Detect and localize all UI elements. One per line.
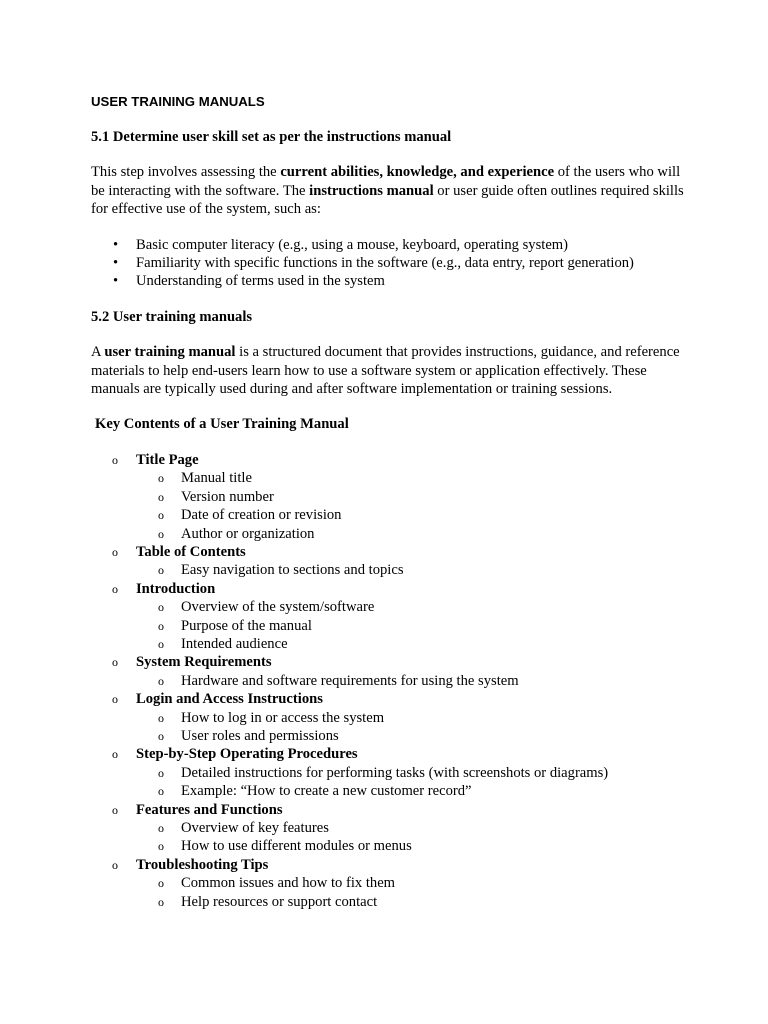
key-content-subitem-text: Common issues and how to fix them: [181, 875, 396, 892]
key-content-title: Title Page: [136, 451, 199, 468]
key-content-subitem: [136, 764, 691, 782]
list-marker: o: [112, 857, 118, 872]
list-marker: o: [158, 636, 164, 651]
key-content-title: Table of Contents: [136, 543, 246, 560]
key-content-subitem: [136, 598, 691, 616]
list-marker: o: [158, 508, 164, 523]
key-content-title: Features and Functions: [136, 801, 283, 818]
key-content-item: [91, 580, 691, 654]
list-marker: o: [112, 581, 118, 596]
list-marker: o: [158, 728, 164, 743]
key-content-subitem: [136, 782, 691, 800]
key-contents-heading: Key Contents of a User Training Manual: [95, 416, 349, 433]
key-content-subitem: [136, 874, 691, 892]
list-marker: o: [158, 563, 164, 578]
key-content-subitem: [136, 709, 691, 727]
key-content-sublist: [136, 598, 691, 653]
list-marker: o: [112, 452, 118, 467]
key-content-item: [91, 690, 691, 745]
key-content-subitem-text: Detailed instructions for performing tasks (with screenshots or diagrams): [181, 764, 609, 781]
text-run: or user guide often outlines required skills for effective use of the system, such as:: [91, 182, 684, 218]
list-marker: o: [158, 765, 164, 780]
text-run: A: [91, 344, 105, 361]
key-content-subitem-text: Manual title: [181, 470, 252, 487]
key-content-subitem: [136, 837, 691, 855]
key-content-subitem-text: Author or organization: [181, 525, 315, 542]
key-content-subitem: [136, 727, 691, 745]
key-content-sublist: [136, 469, 691, 543]
key-content-item: [91, 745, 691, 800]
list-marker: o: [158, 600, 164, 615]
key-content-subitem: [136, 893, 691, 911]
key-content-sublist: [136, 561, 691, 579]
list-marker: o: [158, 618, 164, 633]
skills-bullet-list: [91, 236, 691, 291]
document-title: USER TRAINING MANUALS: [91, 94, 265, 109]
bullet-item: • Basic computer literacy (e.g., using a mouse, keyboard, operating system): [91, 236, 691, 254]
section-2-heading: 5.2 User training manuals: [91, 308, 253, 325]
section-1-heading: 5.1 Determine user skill set as per the instructions manual: [91, 129, 452, 145]
key-content-sublist: [136, 709, 691, 746]
key-content-subitem-text: Version number: [181, 488, 274, 505]
key-content-title: System Requirements: [136, 654, 272, 671]
key-content-subitem-text: Hardware and software requirements for using the system: [181, 672, 519, 689]
key-content-subitem: [136, 617, 691, 635]
list-marker: o: [112, 655, 118, 670]
key-content-item: [91, 543, 691, 580]
key-content-subitem-text: Help resources or support contact: [181, 893, 378, 910]
key-content-subitem-text: User roles and permissions: [181, 727, 339, 744]
key-content-subitem-text: Example: “How to create a new customer record”: [181, 783, 472, 800]
list-marker: o: [112, 544, 118, 559]
key-content-subitem: [136, 506, 691, 524]
key-content-sublist: [136, 874, 691, 911]
key-content-subitem-text: How to use different modules or menus: [181, 838, 412, 855]
key-content-subitem: [136, 488, 691, 506]
list-marker: o: [158, 876, 164, 891]
key-content-subitem: [136, 469, 691, 487]
key-content-item: [91, 451, 691, 543]
list-marker: o: [158, 673, 164, 688]
key-content-subitem-text: Intended audience: [181, 635, 288, 652]
key-content-subitem: [136, 561, 691, 579]
bold-run: instructions manual: [309, 182, 434, 199]
list-marker: o: [158, 784, 164, 799]
key-content-sublist: [136, 819, 691, 856]
list-marker: o: [158, 710, 164, 725]
bold-run: user training manual: [104, 344, 236, 361]
key-content-subitem: [136, 672, 691, 690]
key-content-subitem: [136, 525, 691, 543]
key-content-title: Introduction: [136, 580, 216, 597]
bullet-item: • Understanding of terms used in the system: [91, 272, 691, 290]
text-run: This step involves assessing the: [91, 164, 281, 181]
key-content-subitem: [136, 819, 691, 837]
key-content-sublist: [136, 764, 691, 801]
key-content-subitem-text: Overview of key features: [181, 820, 329, 836]
key-content-subitem-text: Purpose of the manual: [181, 617, 312, 634]
bullet-item: • Familiarity with specific functions in the software (e.g., data entry, report generation): [91, 254, 691, 272]
key-contents-list: [91, 451, 691, 911]
key-content-subitem: [136, 635, 691, 653]
list-marker: o: [158, 471, 164, 486]
list-marker: o: [158, 526, 164, 541]
document-body: [91, 93, 691, 911]
list-marker: o: [112, 692, 118, 707]
list-marker: o: [158, 821, 164, 835]
key-content-item: [91, 856, 691, 911]
key-content-title: Step-by-Step Operating Procedures: [136, 746, 358, 763]
key-content-title: Login and Access Instructions: [136, 691, 323, 708]
text-run: is a structured document that provides instructions, guidance, and reference materials to help end-users learn how to use a software system or application effectively. These manuals are typically used during and after software implementation or training sessions.: [91, 344, 680, 398]
list-marker: o: [112, 802, 118, 817]
bold-run: current abilities, knowledge, and experience: [280, 164, 555, 181]
list-marker: o: [112, 747, 118, 762]
section-2-paragraph: [91, 343, 691, 398]
key-content-sublist: [136, 672, 691, 690]
key-content-item: [91, 653, 691, 690]
key-content-subitem-text: Easy navigation to sections and topics: [181, 562, 404, 579]
text-run: of the users who will be interacting with the software. The: [91, 164, 681, 199]
key-content-item: [91, 801, 691, 856]
section-1-paragraph: [91, 163, 691, 218]
key-content-subitem-text: Date of creation or revision: [181, 507, 342, 524]
list-marker: o: [158, 489, 164, 504]
list-marker: o: [158, 894, 164, 909]
key-content-subitem-text: Overview of the system/software: [181, 599, 375, 616]
key-content-subitem-text: How to log in or access the system: [181, 709, 385, 726]
key-content-title: Troubleshooting Tips: [136, 856, 269, 873]
list-marker: o: [158, 839, 164, 854]
